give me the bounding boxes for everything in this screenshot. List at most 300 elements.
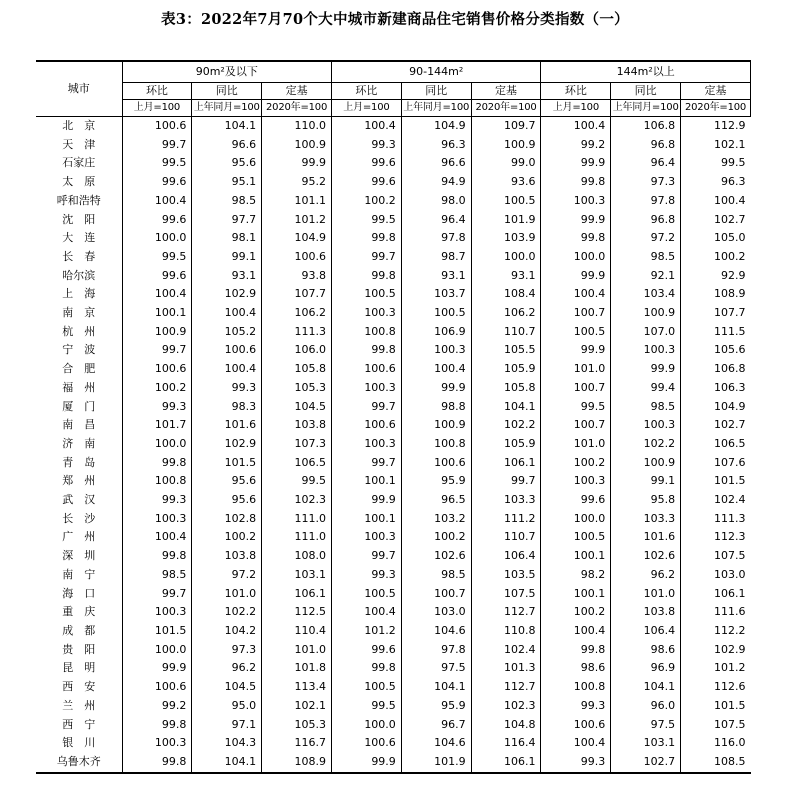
index-value: 101.2 xyxy=(681,659,751,678)
index-value: 100.6 xyxy=(332,360,402,379)
index-value: 100.6 xyxy=(192,341,262,360)
index-value: 99.3 xyxy=(541,697,611,716)
index-value: 99.7 xyxy=(332,398,402,417)
city-name: 杭 州 xyxy=(62,324,96,338)
index-value: 95.9 xyxy=(401,697,471,716)
index-value: 105.8 xyxy=(262,360,332,379)
index-value: 112.5 xyxy=(262,603,332,622)
index-value: 96.4 xyxy=(401,211,471,230)
index-value: 100.9 xyxy=(611,304,681,323)
index-value: 107.6 xyxy=(681,454,751,473)
index-value: 100.3 xyxy=(122,603,192,622)
index-value: 100.6 xyxy=(332,734,402,753)
index-value: 92.1 xyxy=(611,267,681,286)
table-row xyxy=(36,697,751,716)
index-value: 99.3 xyxy=(541,753,611,773)
index-value: 98.5 xyxy=(122,566,192,585)
index-value: 113.4 xyxy=(262,678,332,697)
index-value: 99.8 xyxy=(541,641,611,660)
index-value: 97.3 xyxy=(611,173,681,192)
index-value: 103.5 xyxy=(471,566,541,585)
index-value: 96.0 xyxy=(611,697,681,716)
index-value: 96.6 xyxy=(401,154,471,173)
index-value: 105.3 xyxy=(262,379,332,398)
index-value: 99.8 xyxy=(332,659,402,678)
index-value: 100.6 xyxy=(122,117,192,136)
subheader-yoy: 同比 xyxy=(401,83,471,100)
index-value: 96.6 xyxy=(192,136,262,155)
index-value: 111.3 xyxy=(262,323,332,342)
city-name: 重 庆 xyxy=(62,605,96,619)
index-value: 97.2 xyxy=(611,229,681,248)
base-label: 上月=100 xyxy=(332,100,402,117)
index-value: 111.5 xyxy=(681,323,751,342)
index-value: 99.8 xyxy=(122,716,192,735)
index-value: 101.0 xyxy=(541,435,611,454)
index-value: 102.4 xyxy=(681,491,751,510)
index-value: 107.3 xyxy=(262,435,332,454)
index-value: 99.6 xyxy=(332,173,402,192)
index-value: 95.2 xyxy=(262,173,332,192)
table-row xyxy=(36,585,751,604)
table-row xyxy=(36,491,751,510)
table-row xyxy=(36,323,751,342)
index-value: 100.4 xyxy=(122,528,192,547)
city-name: 太 原 xyxy=(62,175,96,189)
index-value: 98.6 xyxy=(611,641,681,660)
index-value: 97.3 xyxy=(192,641,262,660)
index-value: 112.3 xyxy=(681,528,751,547)
index-value: 100.6 xyxy=(122,360,192,379)
city-name: 南 宁 xyxy=(62,567,96,581)
index-value: 108.9 xyxy=(681,285,751,304)
table-row xyxy=(36,510,751,529)
index-value: 116.4 xyxy=(471,734,541,753)
index-value: 103.8 xyxy=(262,416,332,435)
index-value: 108.5 xyxy=(681,753,751,773)
index-value: 104.1 xyxy=(611,678,681,697)
base-label: 上月=100 xyxy=(541,100,611,117)
index-value: 99.9 xyxy=(332,491,402,510)
index-value: 104.1 xyxy=(471,398,541,417)
index-value: 101.5 xyxy=(681,472,751,491)
index-value: 101.0 xyxy=(541,360,611,379)
index-value: 100.3 xyxy=(611,416,681,435)
index-value: 102.6 xyxy=(611,547,681,566)
index-value: 99.5 xyxy=(681,154,751,173)
index-value: 99.8 xyxy=(332,341,402,360)
index-value: 93.8 xyxy=(262,267,332,286)
base-label: 2020年=100 xyxy=(681,100,751,117)
table-row xyxy=(36,154,751,173)
table-row xyxy=(36,678,751,697)
index-value: 106.5 xyxy=(681,435,751,454)
index-value: 95.6 xyxy=(192,472,262,491)
index-value: 100.9 xyxy=(262,136,332,155)
index-value: 102.3 xyxy=(471,697,541,716)
group-header-small: 90m²及以下 xyxy=(122,61,331,83)
index-value: 108.4 xyxy=(471,285,541,304)
subheader-yoy: 同比 xyxy=(192,83,262,100)
index-value: 101.2 xyxy=(332,622,402,641)
city-name: 沈 阳 xyxy=(62,212,96,226)
index-value: 96.5 xyxy=(401,491,471,510)
index-value: 107.7 xyxy=(681,304,751,323)
index-value: 112.7 xyxy=(471,678,541,697)
index-value: 99.8 xyxy=(122,454,192,473)
city-name: 上 海 xyxy=(62,287,96,301)
city-column-header: 城市 xyxy=(36,61,122,117)
index-value: 99.6 xyxy=(122,211,192,230)
index-value: 106.8 xyxy=(611,117,681,136)
page-title: 表3：2022年7月70个大中城市新建商品住宅销售价格分类指数（一） xyxy=(161,11,629,28)
index-value: 99.3 xyxy=(122,398,192,417)
index-value: 109.7 xyxy=(471,117,541,136)
index-value: 99.9 xyxy=(332,753,402,773)
index-value: 99.7 xyxy=(332,454,402,473)
index-value: 97.2 xyxy=(192,566,262,585)
index-value: 98.5 xyxy=(192,192,262,211)
index-value: 100.5 xyxy=(332,285,402,304)
index-value: 104.3 xyxy=(192,734,262,753)
index-value: 98.8 xyxy=(401,398,471,417)
index-value: 110.7 xyxy=(471,528,541,547)
table-row xyxy=(36,622,751,641)
city-name: 长 春 xyxy=(62,249,96,263)
index-value: 98.7 xyxy=(401,248,471,267)
index-value: 103.1 xyxy=(611,734,681,753)
index-value: 100.3 xyxy=(541,192,611,211)
index-value: 106.1 xyxy=(471,454,541,473)
index-value: 99.8 xyxy=(541,173,611,192)
index-value: 100.3 xyxy=(122,734,192,753)
index-value: 100.0 xyxy=(332,716,402,735)
index-value: 99.3 xyxy=(332,136,402,155)
index-value: 103.3 xyxy=(611,510,681,529)
index-value: 108.0 xyxy=(262,547,332,566)
base-row xyxy=(36,100,751,117)
index-value: 108.9 xyxy=(262,753,332,773)
index-value: 100.8 xyxy=(122,472,192,491)
index-value: 99.2 xyxy=(541,136,611,155)
index-value: 99.9 xyxy=(541,267,611,286)
index-value: 95.0 xyxy=(192,697,262,716)
index-value: 105.2 xyxy=(192,323,262,342)
index-value: 105.6 xyxy=(681,341,751,360)
index-value: 99.7 xyxy=(122,341,192,360)
base-label: 上月=100 xyxy=(122,100,192,117)
city-name: 天 津 xyxy=(62,137,96,151)
index-value: 106.8 xyxy=(681,360,751,379)
index-value: 100.4 xyxy=(401,360,471,379)
index-value: 99.8 xyxy=(122,547,192,566)
group-header-large: 144m²以上 xyxy=(541,61,751,83)
index-value: 101.7 xyxy=(122,416,192,435)
city-name: 成 都 xyxy=(62,623,96,637)
index-value: 100.0 xyxy=(471,248,541,267)
index-value: 102.2 xyxy=(471,416,541,435)
index-value: 106.4 xyxy=(471,547,541,566)
index-value: 112.9 xyxy=(681,117,751,136)
index-value: 100.2 xyxy=(332,192,402,211)
city-name: 深 圳 xyxy=(62,549,96,563)
index-value: 100.0 xyxy=(541,510,611,529)
index-value: 104.8 xyxy=(471,716,541,735)
index-value: 104.1 xyxy=(192,117,262,136)
index-value: 100.9 xyxy=(611,454,681,473)
index-value: 103.4 xyxy=(611,285,681,304)
table-row xyxy=(36,267,751,286)
index-value: 95.6 xyxy=(192,154,262,173)
index-value: 106.9 xyxy=(401,323,471,342)
index-value: 97.8 xyxy=(401,229,471,248)
index-value: 100.3 xyxy=(332,435,402,454)
index-value: 100.2 xyxy=(541,454,611,473)
index-value: 101.0 xyxy=(192,585,262,604)
index-value: 101.1 xyxy=(262,192,332,211)
index-value: 99.7 xyxy=(122,136,192,155)
index-value: 104.9 xyxy=(262,229,332,248)
index-value: 103.7 xyxy=(401,285,471,304)
index-value: 100.1 xyxy=(332,510,402,529)
index-value: 100.3 xyxy=(541,472,611,491)
index-value: 103.2 xyxy=(401,510,471,529)
index-value: 97.5 xyxy=(401,659,471,678)
city-name: 呼和浩特 xyxy=(56,193,101,207)
index-value: 105.5 xyxy=(471,341,541,360)
index-value: 100.5 xyxy=(332,678,402,697)
table-row xyxy=(36,416,751,435)
index-value: 103.1 xyxy=(262,566,332,585)
index-value: 99.6 xyxy=(332,154,402,173)
table-row xyxy=(36,229,751,248)
index-value: 106.4 xyxy=(611,622,681,641)
index-value: 93.1 xyxy=(471,267,541,286)
index-value: 100.0 xyxy=(122,435,192,454)
table-row xyxy=(36,285,751,304)
index-value: 102.9 xyxy=(681,641,751,660)
index-value: 100.4 xyxy=(541,734,611,753)
city-name: 西 宁 xyxy=(62,717,96,731)
index-value: 101.5 xyxy=(122,622,192,641)
index-value: 99.9 xyxy=(401,379,471,398)
city-name: 合 肥 xyxy=(62,362,96,376)
index-value: 100.4 xyxy=(122,192,192,211)
index-value: 103.8 xyxy=(192,547,262,566)
index-value: 106.0 xyxy=(262,341,332,360)
table-body xyxy=(36,117,751,773)
index-value: 112.2 xyxy=(681,622,751,641)
index-value: 100.6 xyxy=(262,248,332,267)
index-value: 106.1 xyxy=(471,753,541,773)
index-value: 100.7 xyxy=(541,416,611,435)
index-value: 96.3 xyxy=(401,136,471,155)
index-value: 97.7 xyxy=(192,211,262,230)
index-value: 103.9 xyxy=(471,229,541,248)
index-value: 107.5 xyxy=(471,585,541,604)
index-value: 95.9 xyxy=(401,472,471,491)
index-value: 96.8 xyxy=(611,136,681,155)
subheader-fixed: 定基 xyxy=(681,83,751,100)
index-value: 96.2 xyxy=(192,659,262,678)
index-value: 100.5 xyxy=(471,192,541,211)
index-value: 99.5 xyxy=(262,472,332,491)
index-value: 100.4 xyxy=(541,117,611,136)
index-value: 99.6 xyxy=(122,267,192,286)
index-value: 99.5 xyxy=(122,154,192,173)
index-value: 104.2 xyxy=(192,622,262,641)
index-value: 100.6 xyxy=(122,678,192,697)
index-value: 100.2 xyxy=(401,528,471,547)
index-value: 101.2 xyxy=(262,211,332,230)
index-value: 100.8 xyxy=(541,678,611,697)
index-value: 100.8 xyxy=(332,323,402,342)
index-value: 100.5 xyxy=(541,323,611,342)
index-value: 100.0 xyxy=(122,229,192,248)
subheader-mom: 环比 xyxy=(332,83,402,100)
index-value: 103.3 xyxy=(471,491,541,510)
subheader-mom: 环比 xyxy=(122,83,192,100)
index-value: 93.1 xyxy=(192,267,262,286)
city-name: 哈尔滨 xyxy=(62,268,96,282)
index-value: 99.6 xyxy=(332,641,402,660)
index-value: 99.9 xyxy=(611,360,681,379)
table-row xyxy=(36,659,751,678)
index-value: 95.8 xyxy=(611,491,681,510)
index-value: 97.5 xyxy=(611,716,681,735)
index-value: 106.1 xyxy=(262,585,332,604)
index-value: 104.5 xyxy=(262,398,332,417)
index-value: 101.6 xyxy=(192,416,262,435)
price-index-table xyxy=(36,60,751,774)
index-value: 100.9 xyxy=(471,136,541,155)
index-value: 97.8 xyxy=(401,641,471,660)
index-value: 98.5 xyxy=(611,398,681,417)
subheader-fixed: 定基 xyxy=(262,83,332,100)
index-value: 111.0 xyxy=(262,510,332,529)
city-name: 武 汉 xyxy=(62,493,96,507)
index-value: 105.0 xyxy=(681,229,751,248)
index-value: 99.8 xyxy=(332,267,402,286)
index-value: 100.4 xyxy=(192,360,262,379)
index-value: 104.1 xyxy=(192,753,262,773)
index-value: 99.9 xyxy=(541,341,611,360)
index-value: 99.1 xyxy=(611,472,681,491)
index-value: 101.9 xyxy=(471,211,541,230)
index-value: 107.7 xyxy=(262,285,332,304)
index-value: 107.5 xyxy=(681,547,751,566)
index-value: 99.5 xyxy=(332,211,402,230)
index-value: 106.5 xyxy=(262,454,332,473)
index-value: 99.9 xyxy=(262,154,332,173)
index-value: 104.9 xyxy=(401,117,471,136)
table-row xyxy=(36,248,751,267)
index-value: 102.7 xyxy=(611,753,681,773)
city-name: 西 安 xyxy=(62,680,96,694)
index-value: 100.7 xyxy=(541,379,611,398)
index-value: 99.0 xyxy=(471,154,541,173)
index-value: 102.7 xyxy=(681,211,751,230)
index-value: 99.7 xyxy=(332,547,402,566)
index-value: 96.8 xyxy=(611,211,681,230)
index-value: 116.7 xyxy=(262,734,332,753)
index-value: 100.6 xyxy=(541,716,611,735)
index-value: 100.4 xyxy=(681,192,751,211)
index-value: 100.4 xyxy=(541,622,611,641)
city-name: 济 南 xyxy=(62,436,96,450)
index-value: 102.9 xyxy=(192,285,262,304)
city-name: 昆 明 xyxy=(62,661,96,675)
index-value: 100.1 xyxy=(122,304,192,323)
index-value: 100.1 xyxy=(541,547,611,566)
index-value: 100.1 xyxy=(332,472,402,491)
index-value: 100.4 xyxy=(332,117,402,136)
index-value: 105.9 xyxy=(471,435,541,454)
table-row xyxy=(36,117,751,136)
index-value: 99.6 xyxy=(122,173,192,192)
index-value: 96.3 xyxy=(681,173,751,192)
index-value: 103.8 xyxy=(611,603,681,622)
index-value: 110.4 xyxy=(262,622,332,641)
index-value: 97.8 xyxy=(611,192,681,211)
base-label: 2020年=100 xyxy=(262,100,332,117)
index-value: 100.3 xyxy=(332,304,402,323)
table-row xyxy=(36,734,751,753)
city-name: 北 京 xyxy=(62,119,96,132)
index-value: 110.7 xyxy=(471,323,541,342)
table-row xyxy=(36,472,751,491)
index-value: 98.5 xyxy=(611,248,681,267)
index-value: 98.1 xyxy=(192,229,262,248)
index-value: 104.1 xyxy=(401,678,471,697)
table-row xyxy=(36,173,751,192)
index-value: 98.6 xyxy=(541,659,611,678)
index-value: 102.2 xyxy=(611,435,681,454)
index-value: 99.9 xyxy=(541,154,611,173)
index-value: 98.5 xyxy=(401,566,471,585)
index-value: 102.8 xyxy=(192,510,262,529)
index-value: 96.7 xyxy=(401,716,471,735)
index-value: 99.4 xyxy=(611,379,681,398)
index-value: 100.4 xyxy=(332,603,402,622)
index-value: 100.4 xyxy=(122,285,192,304)
index-value: 100.8 xyxy=(401,435,471,454)
index-value: 100.9 xyxy=(122,323,192,342)
index-value: 112.7 xyxy=(471,603,541,622)
index-value: 116.0 xyxy=(681,734,751,753)
index-value: 99.8 xyxy=(541,229,611,248)
index-value: 95.6 xyxy=(192,491,262,510)
index-value: 99.5 xyxy=(541,398,611,417)
index-value: 101.9 xyxy=(401,753,471,773)
index-value: 100.7 xyxy=(541,304,611,323)
index-value: 102.2 xyxy=(192,603,262,622)
index-value: 99.7 xyxy=(471,472,541,491)
index-value: 102.6 xyxy=(401,547,471,566)
table-row xyxy=(36,566,751,585)
index-value: 104.6 xyxy=(401,622,471,641)
index-value: 111.2 xyxy=(471,510,541,529)
index-value: 97.1 xyxy=(192,716,262,735)
subheader-mom: 环比 xyxy=(541,83,611,100)
index-value: 100.2 xyxy=(541,603,611,622)
index-value: 102.9 xyxy=(192,435,262,454)
index-value: 100.3 xyxy=(332,379,402,398)
table-row xyxy=(36,641,751,660)
index-value: 95.1 xyxy=(192,173,262,192)
index-value: 100.2 xyxy=(192,528,262,547)
index-value: 106.2 xyxy=(262,304,332,323)
